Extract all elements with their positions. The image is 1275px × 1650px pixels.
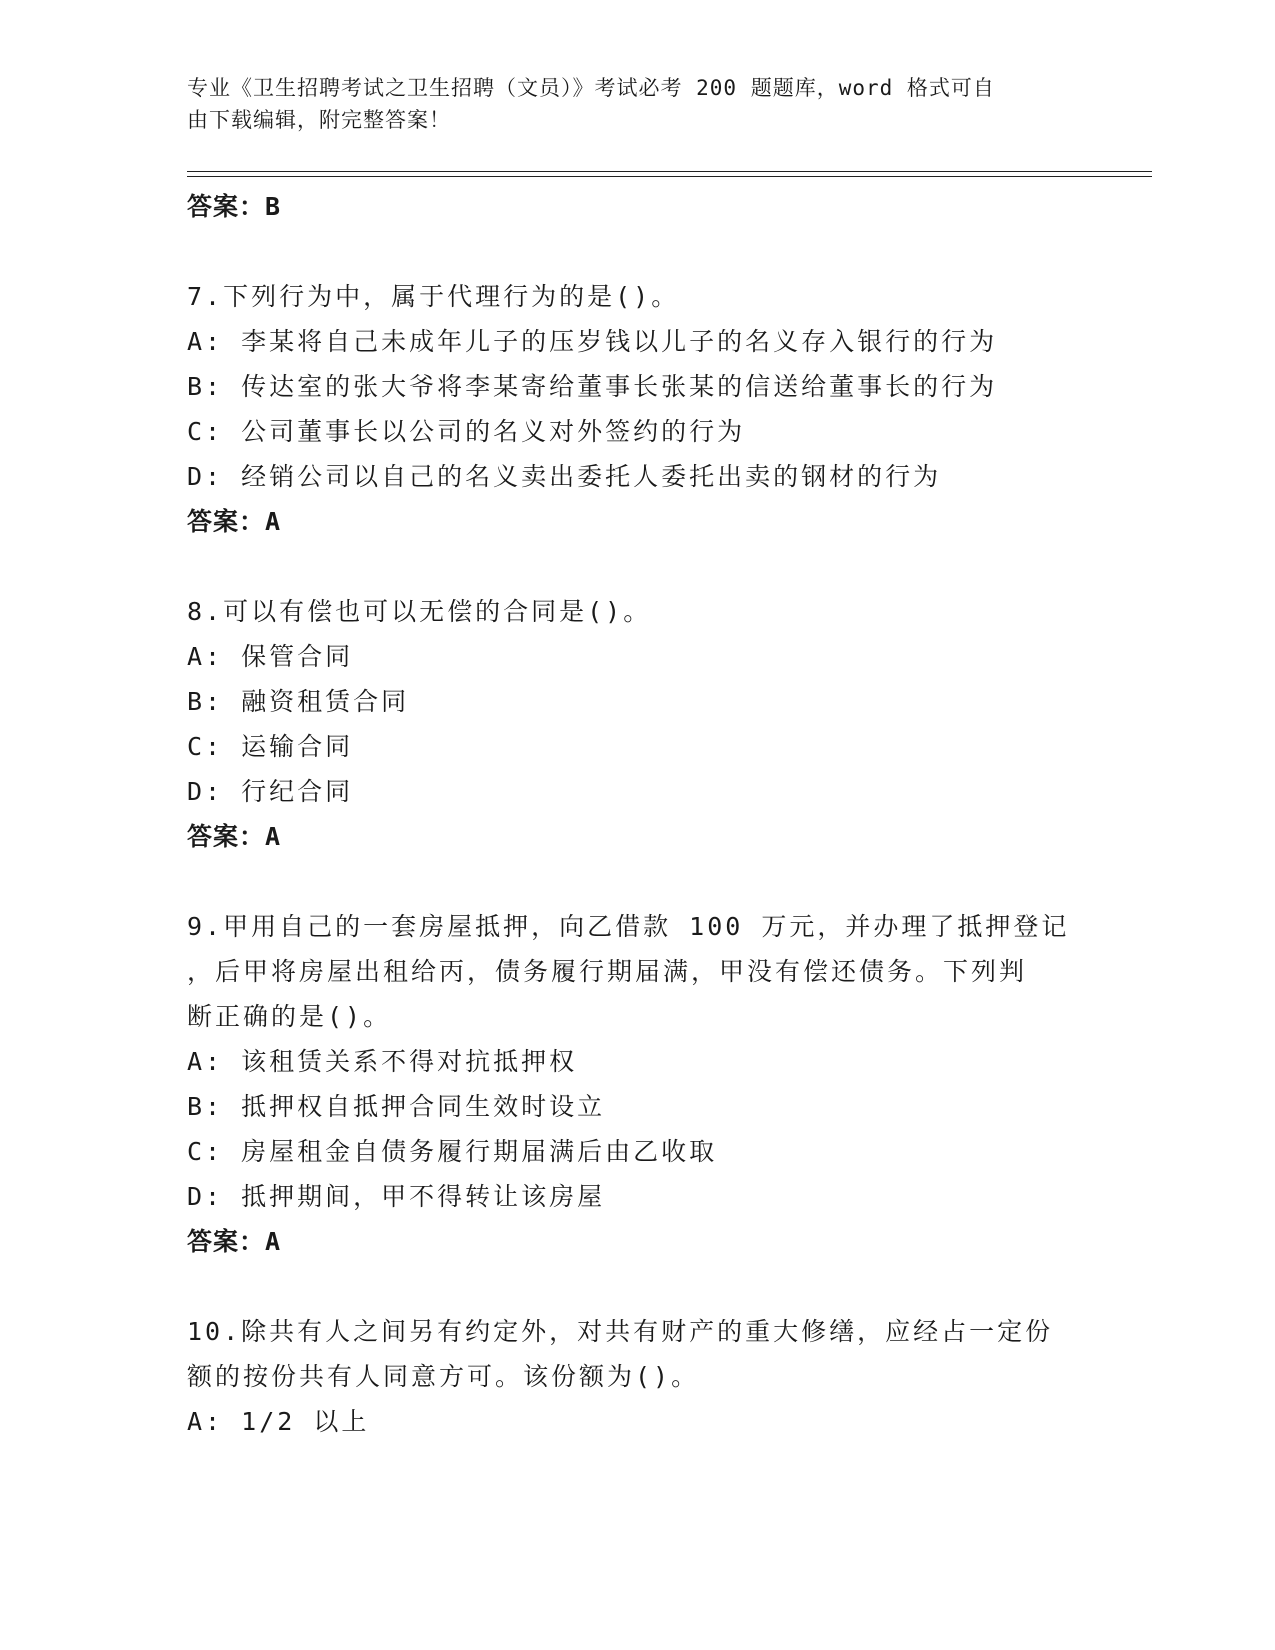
question-8 (187, 589, 1087, 859)
option-c: C: 房屋租金自债务履行期届满后由乙收取 (187, 1137, 718, 1166)
question-list (187, 184, 1087, 1444)
option-d: D: 经销公司以自己的名义卖出委托人委托出卖的钢材的行为 (187, 462, 942, 491)
option-b: B: 融资租赁合同 (187, 687, 410, 716)
option-c: C: 公司董事长以公司的名义对外签约的行为 (187, 417, 746, 446)
spacer (187, 229, 1087, 274)
question-text-line-3: 断正确的是()。 (187, 1002, 392, 1031)
spacer (187, 544, 1087, 589)
question-text-line-2: 额的按份共有人同意方可。该份额为()。 (187, 1362, 700, 1391)
option-c: C: 运输合同 (187, 732, 354, 761)
question-text-line-2: ，后甲将房屋出租给丙，债务履行期届满，甲没有偿还债务。下列判 (187, 957, 1028, 986)
question-7 (187, 274, 1087, 544)
spacer (187, 859, 1087, 904)
header-line-2: 由下载编辑，附完整答案！ (187, 108, 451, 132)
question-text-line-1: 10.除共有人之间另有约定外，对共有财产的重大修缮，应经占一定份 (187, 1317, 1054, 1346)
header-rule-top (187, 171, 1152, 172)
option-a: A: 1/2 以上 (187, 1407, 370, 1436)
answer: 答案：A (187, 822, 282, 851)
spacer (187, 1264, 1087, 1309)
option-d: D: 行纪合同 (187, 777, 354, 806)
question-text-line-1: 9.甲用自己的一套房屋抵押，向乙借款 100 万元，并办理了抵押登记 (187, 912, 1070, 941)
header-rule-bottom (187, 176, 1152, 177)
option-b: B: 抵押权自抵押合同生效时设立 (187, 1092, 606, 1121)
document-header (187, 72, 1067, 136)
question-9 (187, 904, 1087, 1264)
option-a: A: 李某将自己未成年儿子的压岁钱以儿子的名义存入银行的行为 (187, 327, 998, 356)
option-d: D: 抵押期间，甲不得转让该房屋 (187, 1182, 606, 1211)
question-text: 7.下列行为中，属于代理行为的是()。 (187, 282, 680, 311)
question-text: 8.可以有偿也可以无偿的合同是()。 (187, 597, 652, 626)
option-a: A: 该租赁关系不得对抗抵押权 (187, 1047, 578, 1076)
option-a: A: 保管合同 (187, 642, 354, 671)
answer: 答案：A (187, 507, 282, 536)
header-line-1: 专业《卫生招聘考试之卫生招聘（文员）》考试必考 200 题题库，word 格式可自 (187, 76, 995, 100)
option-b: B: 传达室的张大爷将李某寄给董事长张某的信送给董事长的行为 (187, 372, 998, 401)
previous-answer: 答案：B (187, 192, 282, 221)
question-10 (187, 1309, 1087, 1444)
answer: 答案：A (187, 1227, 282, 1256)
